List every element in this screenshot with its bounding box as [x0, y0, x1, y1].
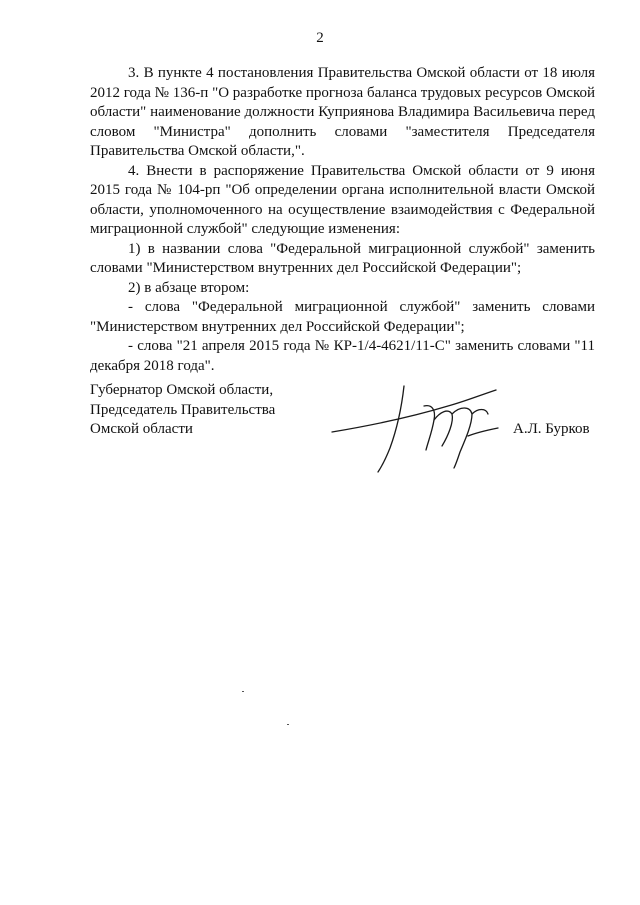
- subitem-2-dash-2: - слова "21 апреля 2015 года № КР-1/4-4621/11-С" заменить словами "11 декабря 2018 года".: [90, 338, 595, 374]
- signatory-title-line: Председатель Правительства: [90, 401, 276, 418]
- signatory-title-line: Губернатор Омской области,: [90, 382, 274, 398]
- signatory-title-line: Омской области: [90, 421, 193, 437]
- scan-speck: [242, 691, 244, 692]
- subitem-1: 1) в названии слова "Федеральной миграционной службой" заменить словами "Министерством внутренних дел Российской Федерации";: [90, 240, 595, 276]
- paragraph-item-4: 4. Внести в распоряжение Правительства Омской области от 9 июня 2015 года № 104-рп "Об определении органа исполнительной власти Омской области, уполномоченного на осуществление взаимодействия с Федеральной миграционной службой" следующие изменения:: [90, 162, 595, 237]
- paragraph-item-3: 3. В пункте 4 постановления Правительства Омской области от 18 июля 2012 года № 136-п "О разработке прогноза баланса трудовых ресурсов Омской области" наименование должности Куприянова Владимира Васильевича перед словом "Министра" дополнить словами "заместителя Председателя Правительства Омской области,".: [90, 65, 595, 159]
- page-number: 2: [316, 30, 324, 46]
- handwritten-signature: [328, 376, 518, 476]
- document-body: [90, 64, 595, 376]
- scan-speck: [287, 724, 289, 725]
- signatory-name: А.Л. Бурков: [513, 421, 590, 437]
- subitem-2: 2) в абзаце втором:: [128, 279, 250, 296]
- subitem-2-dash-1: - слова "Федеральной миграционной службой" заменить словами "Министерством внутренних дел Российской Федерации";: [90, 299, 595, 335]
